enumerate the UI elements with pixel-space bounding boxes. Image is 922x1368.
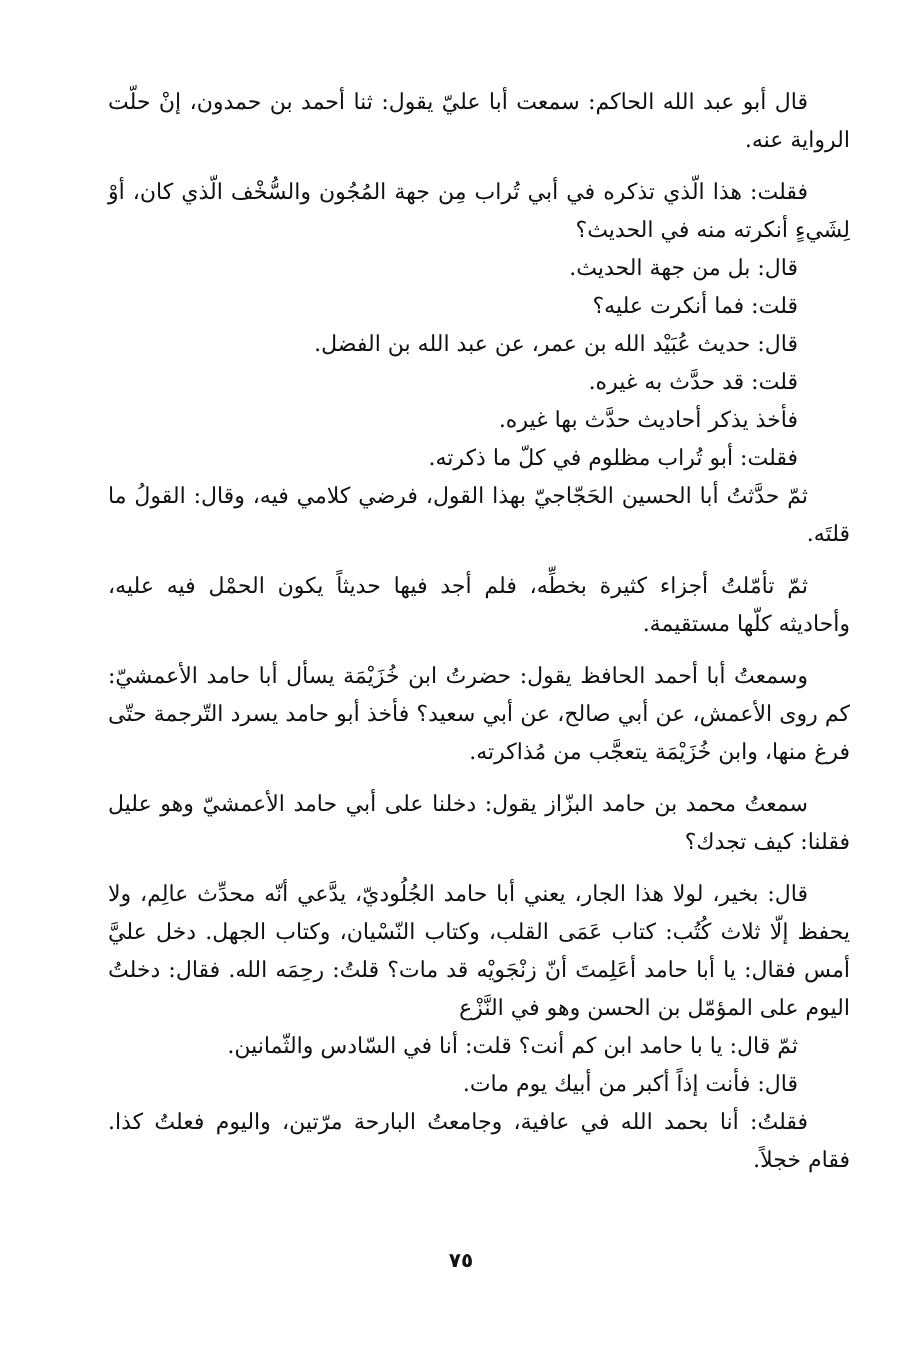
paragraph-6: سمعتُ محمد بن حامد البزّاز يقول: دخلنا على أبي حامد الأعمشيّ وهو عليل فقلنا: كيف تجدك؟ <box>108 792 850 855</box>
dialogue-line-5: فأخذ يذكر أحاديث حدَّث بها غيره. <box>498 408 798 433</box>
page-body-text <box>108 84 850 1194</box>
paragraph-2: فقلت: هذا الّذي تذكره في أبي تُراب مِن جهة المُجُون والسُّخْف الّذي كان، أوْ لِشَيءٍ أنكرته منه في الحديث؟ <box>108 180 850 243</box>
paragraph-1: قال أبو عبد الله الحاكم: سمعت أبا عليّ يقول: ثنا أحمد بن حمدون، إنْ حلّت الرواية عنه. <box>108 90 850 153</box>
paragraph-5: وسمعتُ أبا أحمد الحافظ يقول: حضرتُ ابن خُزَيْمَة يسأل أبا حامد الأعمشيّ: كم روى الأعمش، عن أبي صالح، عن أبي سعيد؟ فأخذ أبو حامد يسرد التّرجمة حتّى فرغ منها، وابن خُزَيْمَة يتعجَّب من مُذاكرته. <box>108 664 850 765</box>
paragraph-8: فقلتُ: أنا بحمد الله في عافية، وجامعتُ البارحة مرّتين، واليوم فعلتُ كذا. فقام خجلاً. <box>108 1110 850 1173</box>
dialogue-line-7: ثمّ قال: يا با حامد ابن كم أنت؟ قلت: أنا في السّادس والثّمانين. <box>227 1034 798 1059</box>
page-number: ٧٥ <box>448 1248 474 1272</box>
dialogue-line-4: قلت: قد حدَّث به غيره. <box>588 370 798 395</box>
paragraph-7: قال: بخير، لولا هذا الجار، يعني أبا حامد الجُلُوديّ، يدَّعي أنّه محدِّث عالِم، ولا يحفظ إلّا ثلاث كُتُب: كتاب عَمَى القلب، وكتاب النّسْيان، وكتاب الجهل. دخل عليَّ أمس فقال: يا أبا حامد أعَلِمتَ أنّ زنْجَويْه قد مات؟ قلتُ: رحِمَه الله. فقال: دخلتُ اليوم على المؤمّل بن الحسن وهو في النَّزْع <box>108 882 850 1021</box>
dialogue-line-2: قلت: فما أنكرت عليه؟ <box>592 294 798 319</box>
dialogue-line-8: قال: فأنت إذاً أكبر من أبيك يوم مات. <box>462 1072 798 1097</box>
dialogue-line-1: قال: بل من جهة الحديث. <box>569 256 798 281</box>
dialogue-line-6: فقلت: أبو تُراب مظلوم في كلّ ما ذكرته. <box>428 446 798 471</box>
paragraph-4: ثمّ تأمّلتُ أجزاء كثيرة بخطِّه، فلم أجد فيها حديثاً يكون الحمْل فيه عليه، وأحاديثه كلّها مستقيمة. <box>108 574 850 637</box>
dialogue-line-3: قال: حديث عُبَيْد الله بن عمر، عن عبد الله بن الفضل. <box>314 332 798 357</box>
paragraph-3: ثمّ حدَّثتُ أبا الحسين الحَجّاجيّ بهذا القول، فرضي كلامي فيه، وقال: القولُ ما قلتَه. <box>108 484 850 547</box>
